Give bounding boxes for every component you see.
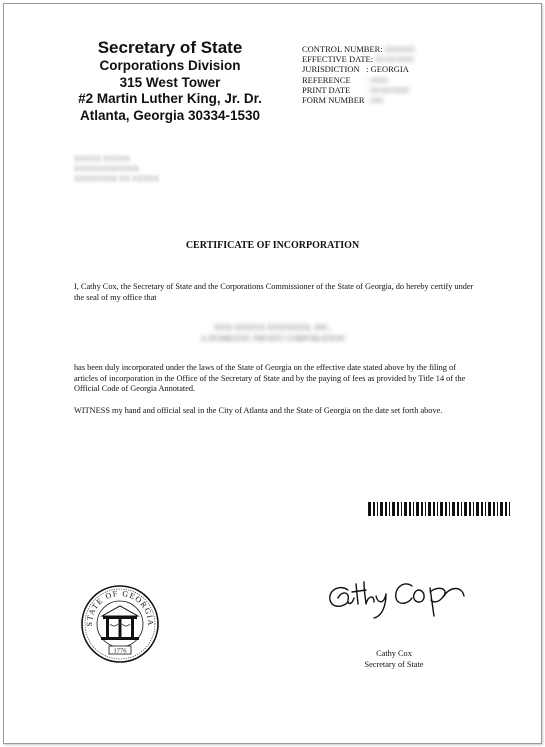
office-title: Secretary of State bbox=[97, 38, 243, 57]
barcode-icon bbox=[368, 502, 514, 516]
division-name: Corporations Division bbox=[99, 58, 241, 73]
addressee-line-1: XXXXX XXXXX bbox=[74, 154, 131, 163]
form-number-label: FORM NUMBER bbox=[302, 95, 365, 106]
intro-line-2: the seal of my office that bbox=[74, 292, 157, 302]
jurisdiction-label: JURISDICTION bbox=[302, 64, 360, 75]
body-line-3: Official Code of Georgia Annotated. bbox=[74, 384, 196, 394]
body-line-2: articles of incorporation in the Office of the Secretary of State and by the paying of fees as provided by Title 14 of the bbox=[74, 373, 466, 383]
control-number-value: 0000000 bbox=[384, 44, 415, 54]
control-number-row bbox=[302, 44, 415, 54]
certificate-title: CERTIFICATE OF INCORPORATION bbox=[185, 240, 360, 251]
body-line-1: has been duly incorporated under the laws of the State of Georgia on the effective date stated above by the filing of bbox=[74, 363, 456, 372]
certificate-page bbox=[3, 3, 542, 744]
effective-date-row bbox=[302, 54, 415, 64]
addressee-line-2: XXXXXXXXXXXX bbox=[74, 164, 139, 173]
signatory-title: Secretary of State bbox=[364, 660, 424, 669]
print-date-label: PRINT DATE bbox=[302, 84, 351, 95]
company-type: A DOMESTIC PROFIT CORPORATION bbox=[200, 333, 345, 343]
control-number-label: CONTROL NUMBER: bbox=[302, 44, 383, 54]
office-tower: 315 West Tower bbox=[119, 74, 221, 90]
form-number-row bbox=[302, 95, 415, 105]
office-street: #2 Martin Luther King, Jr. Dr. bbox=[78, 91, 262, 106]
reference-row bbox=[302, 75, 415, 85]
state-seal-icon bbox=[80, 584, 160, 664]
jurisdiction-value: : GEORGIA bbox=[366, 64, 409, 75]
company-name: XXX XXXXX XXXXXXX, INC. bbox=[213, 322, 332, 332]
reference-value: : 0000 bbox=[366, 74, 388, 85]
addressee-block bbox=[74, 154, 159, 184]
addressee-line-3: XXXXXXXX XX XXXXX bbox=[74, 174, 159, 183]
filing-details bbox=[302, 44, 415, 105]
effective-date-value: 00/00/0000 bbox=[375, 54, 414, 65]
company-block bbox=[4, 322, 541, 344]
effective-date-label: EFFECTIVE DATE: bbox=[302, 54, 374, 65]
seal-top-text: STATE OF GEORGIA bbox=[84, 588, 156, 627]
seal-year: 1776 bbox=[113, 647, 127, 655]
intro-line-1: I, Cathy Cox, the Secretary of State and the Corporations Commissioner of the State of Georgia, do hereby certify under bbox=[74, 282, 474, 291]
reference-label: REFERENCE bbox=[302, 74, 351, 85]
certificate-body bbox=[74, 363, 512, 395]
witness-statement: WITNESS my hand and official seal in the City of Atlanta and the State of Georgia on the date set forth above. bbox=[74, 406, 443, 415]
handwritten-signature-icon bbox=[322, 572, 482, 622]
form-number-value: : 000 bbox=[366, 95, 384, 106]
office-city: Atlanta, Georgia 30334-1530 bbox=[79, 107, 261, 123]
jurisdiction-row bbox=[302, 64, 415, 74]
print-date-value: : 00/00/0000 bbox=[366, 84, 410, 95]
certificate-intro bbox=[74, 282, 512, 303]
signatory-name: Cathy Cox bbox=[376, 649, 412, 658]
office-header bbox=[44, 38, 296, 124]
print-date-row bbox=[302, 85, 415, 95]
